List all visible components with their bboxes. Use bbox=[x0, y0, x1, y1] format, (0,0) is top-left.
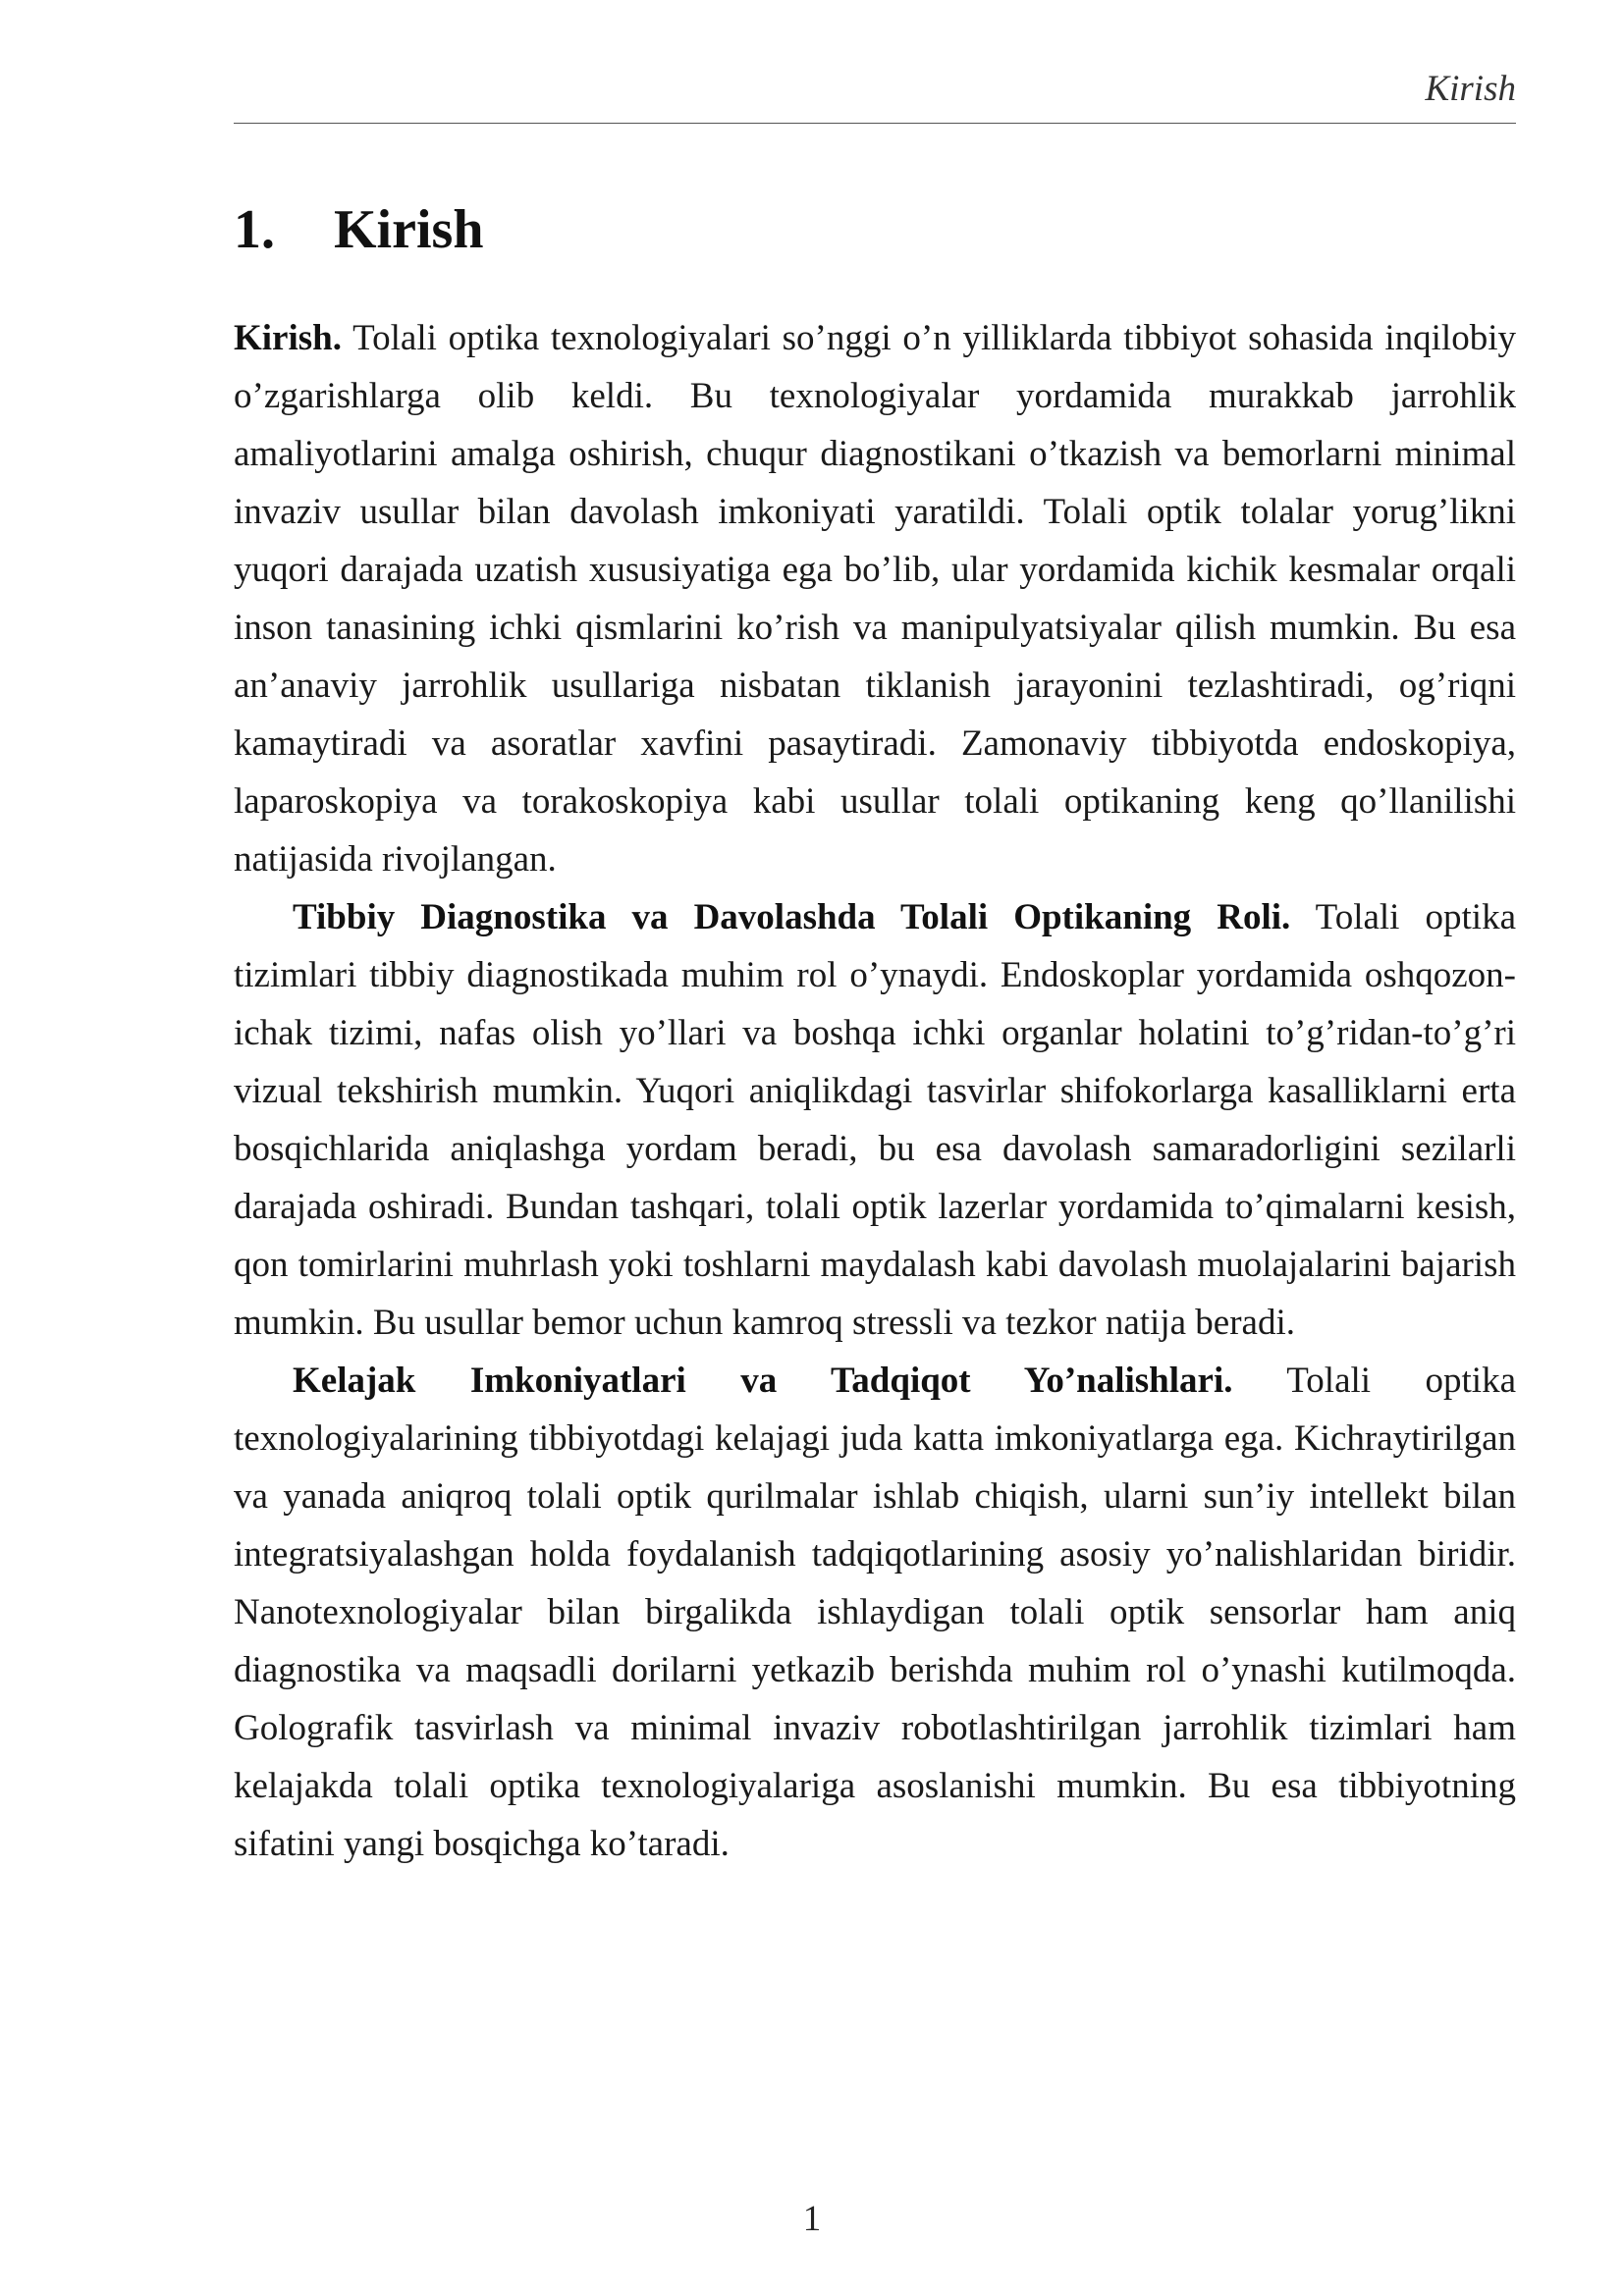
paragraph-lead: Tibbiy Diagnostika va Davolashda Tolali Optikaning Roli. bbox=[293, 897, 1291, 937]
paragraph-text: Tolali optika texnologiyalarining tibbiyotdagi kelajagi juda katta imkoniyatlarga ega. Kichraytirilgan va yanada aniqroq tolali optik qurilmalar ishlab chiqish, ularni sun’iy intellekt bilan integratsiyalashgan holda foydalanish tadqiqotlarining asosiy yo’nalishlaridan biridir. Nanotexnologiyalar bilan birgalikda ishlaydigan tolali optik sensorlar ham aniq diagnostika va maqsadli dorilarni yetkazib berishda muhim rol o’ynashi kutilmoqda. Golografik tasvirlash va minimal invaziv robotlashtirilgan jarrohlik tizimlari ham kelajakda tolali optika texnologiyalariga asoslanishi mumkin. Bu esa tibbiyotning sifatini yangi bosqichga ko’taradi. bbox=[234, 1361, 1516, 1864]
paragraph-lead: Kirish. bbox=[234, 318, 342, 358]
header-rule bbox=[234, 123, 1516, 124]
paragraph-lead: Kelajak Imkoniyatlari va Tadqiqot Yo’nalishlari. bbox=[293, 1361, 1233, 1401]
paragraph-introduction bbox=[234, 309, 1516, 888]
paragraph-future-directions bbox=[234, 1352, 1516, 1873]
paragraph-text: Tolali optika tizimlari tibbiy diagnostikada muhim rol o’ynaydi. Endoskoplar yordamida oshqozon-ichak tizimi, nafas olish yo’llari va boshqa ichki organlar holatini to’g’ridan-to’g’ri vizual tekshirish mumkin. Yuqori aniqlikdagi tasvirlar shifokorlarga kasalliklarni erta bosqichlarida aniqlashga yordam beradi, bu esa davolash samaradorligini sezilarli darajada oshiradi. Bundan tashqari, tolali optik lazerlar yordamida to’qimalarni kesish, qon tomirlarini muhrlash yoki toshlarni maydalash kabi davolash muolajalarini bajarish mumkin. Bu usullar bemor uchun kamroq stressli va tezkor natija beradi. bbox=[234, 897, 1516, 1343]
chapter-title-text: Kirish bbox=[334, 199, 484, 260]
paragraph-diagnostics-role bbox=[234, 888, 1516, 1352]
chapter-title bbox=[234, 199, 484, 260]
paragraph-text: Tolali optika texnologiyalari so’nggi o’n yilliklarda tibbiyot sohasida inqilobiy o’zgarishlarga olib keldi. Bu texnologiyalar yordamida murakkab jarrohlik amaliyotlarini amalga oshirish, chuqur diagnostikani o’tkazish va bemorlarni minimal invaziv usullar bilan davolash imkoniyati yaratildi. Tolali optik tolalar yorug’likni yuqori darajada uzatish xususiyatiga ega bo’lib, ular yordamida kichik kesmalar orqali inson tanasining ichki qismlarini ko’rish va manipulyatsiyalar qilish mumkin. Bu esa an’anaviy jarrohlik usullariga nisbatan tiklanish jarayonini tezlashtiradi, og’riqni kamaytiradi va asoratlar xavfini pasaytiradi. Zamonaviy tibbiyotda endoskopiya, laparoskopiya va torakoskopiya kabi usullar tolali optikaning keng qo’llanilishi natijasida rivojlangan. bbox=[234, 318, 1516, 880]
running-header: Kirish bbox=[1425, 69, 1516, 109]
page-number: 1 bbox=[802, 2199, 822, 2239]
chapter-number: 1. bbox=[234, 199, 275, 260]
body-text bbox=[234, 309, 1516, 1873]
